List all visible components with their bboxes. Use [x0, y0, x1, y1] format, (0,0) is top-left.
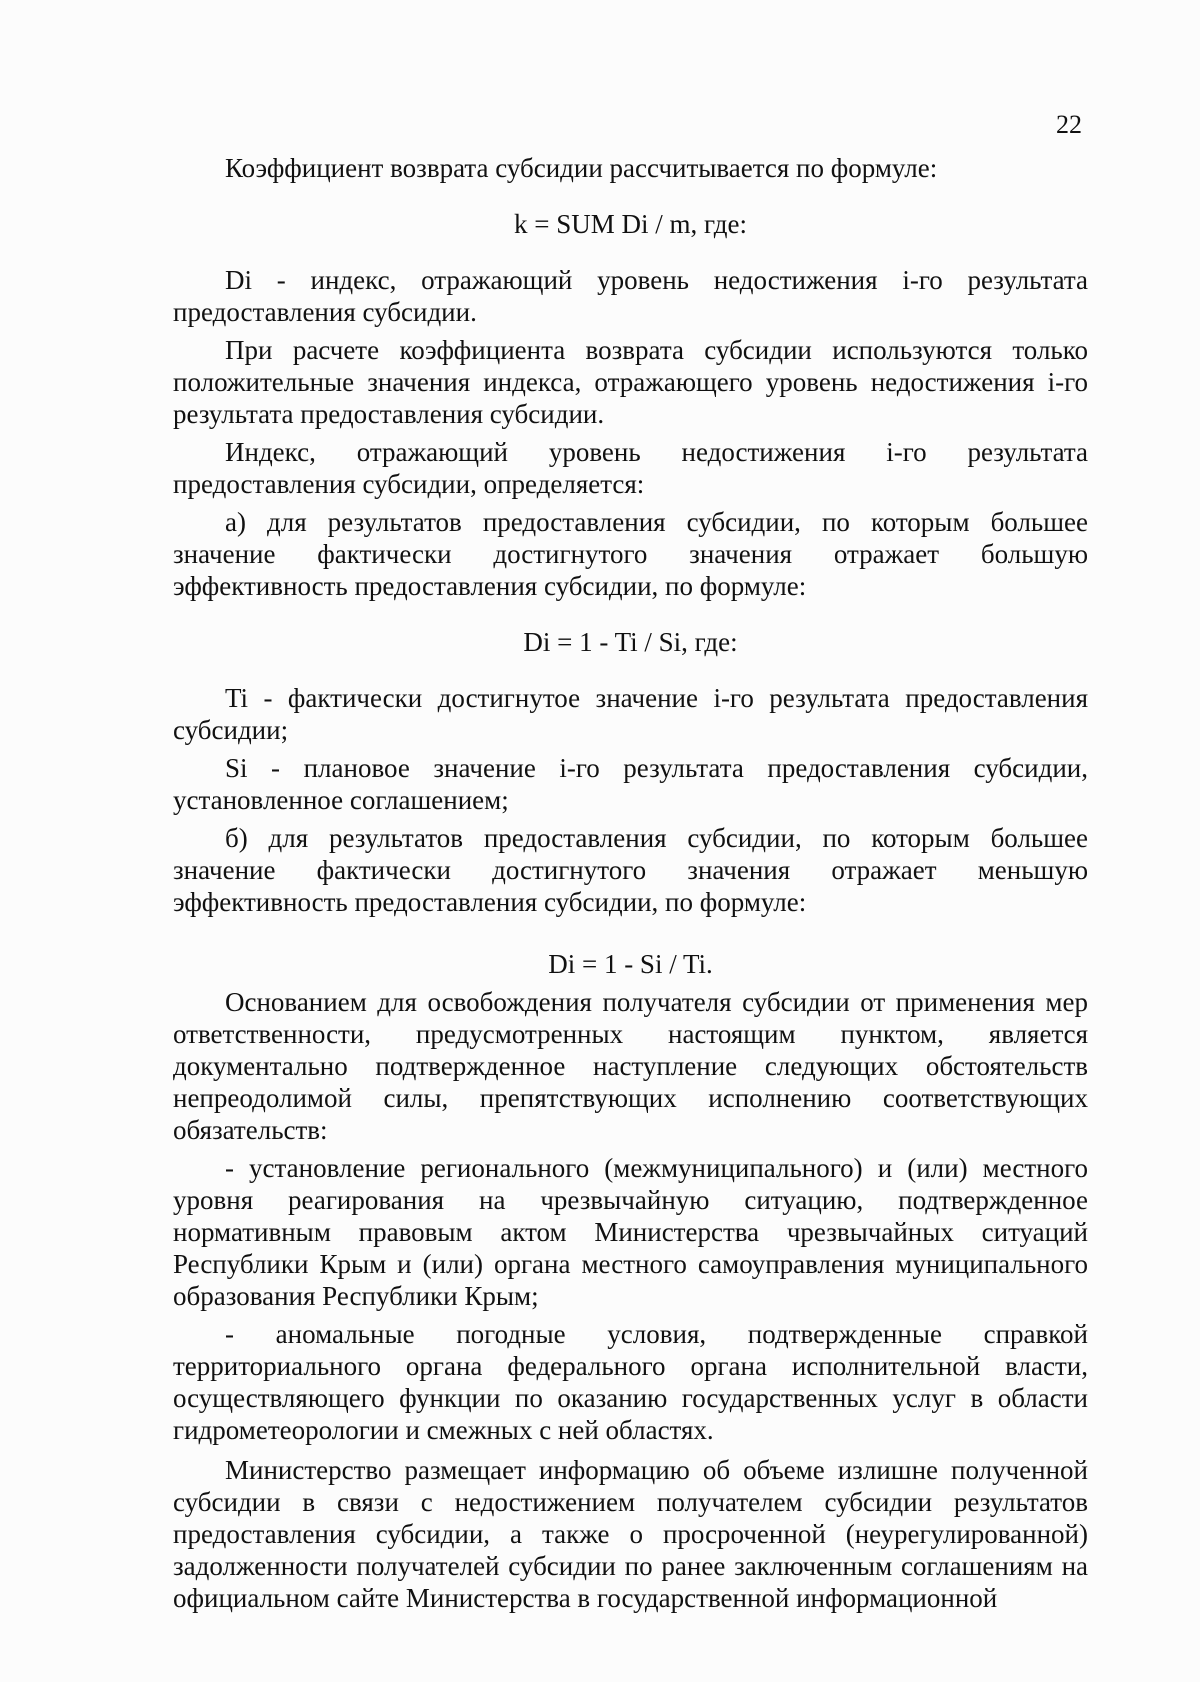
paragraph-di-definition: Di - индекс, отражающий уровень недостижения i-го результата предоставления субсидии.	[173, 265, 1088, 327]
document-body	[173, 152, 1088, 1614]
paragraph-si-definition: Si - плановое значение i-го результата предоставления субсидии, установленное соглашением;	[173, 753, 1088, 815]
paragraph-index-defined: Индекс, отражающий уровень недостижения i-го результата предоставления субсидии, определяется:	[173, 437, 1088, 499]
paragraph-positive-values: При расчете коэффициента возврата субсидии используются только положительные значения индекса, отражающего уровень недостижения i-го результата предоставления субсидии.	[173, 335, 1088, 429]
formula-di-b: Di = 1 - Si / Ti.	[548, 949, 713, 979]
paragraph-case-a: а) для результатов предоставления субсидии, по которым большее значение фактически достигнутого значения отражает большую эффективность предоставления субсидии, по формуле:	[173, 507, 1088, 601]
paragraph-emergency-response: - установление регионального (межмуниципального) и (или) местного уровня реагирования на чрезвычайную ситуацию, подтвержденное нормативным правовым актом Министерства чрезвычайных ситуаций Республики Крым и (или) органа местного самоуправления муниципального образования Республики Крым;	[173, 1153, 1088, 1311]
paragraph-formula-intro: Коэффициент возврата субсидии рассчитывается по формуле:	[225, 153, 938, 183]
paragraph-ti-definition: Ti - фактически достигнутое значение i-го результата предоставления субсидии;	[173, 683, 1088, 745]
formula-di-a: Di = 1 - Ti / Si, где:	[523, 627, 738, 657]
paragraph-case-b: б) для результатов предоставления субсидии, по которым большее значение фактически достигнутого значения отражает меньшую эффективность предоставления субсидии, по формуле:	[173, 823, 1088, 917]
paragraph-ministry-info: Министерство размещает информацию об объеме излишне полученной субсидии в связи с недостижением получателем субсидии результатов предоставления субсидии, а также о просроченной (неурегулированной) задолженности получателей субсидии по ранее заключенным соглашениям на официальном сайте Министерства в государственной информационной	[173, 1455, 1088, 1613]
paragraph-force-majeure: Основанием для освобождения получателя субсидии от применения мер ответственности, предусмотренных настоящим пунктом, является документально подтвержденное наступление следующих обстоятельств непреодолимой силы, препятствующих исполнению соответствующих обязательств:	[173, 987, 1088, 1145]
page-number: 22	[1056, 110, 1082, 139]
paragraph-abnormal-weather: - аномальные погодные условия, подтвержденные справкой территориального органа федерального органа исполнительной власти, осуществляющего функции по оказанию государственных услуг в области гидрометеорологии и смежных с ней областях.	[173, 1319, 1088, 1445]
formula-k: k = SUM Di / m, где:	[514, 209, 747, 239]
